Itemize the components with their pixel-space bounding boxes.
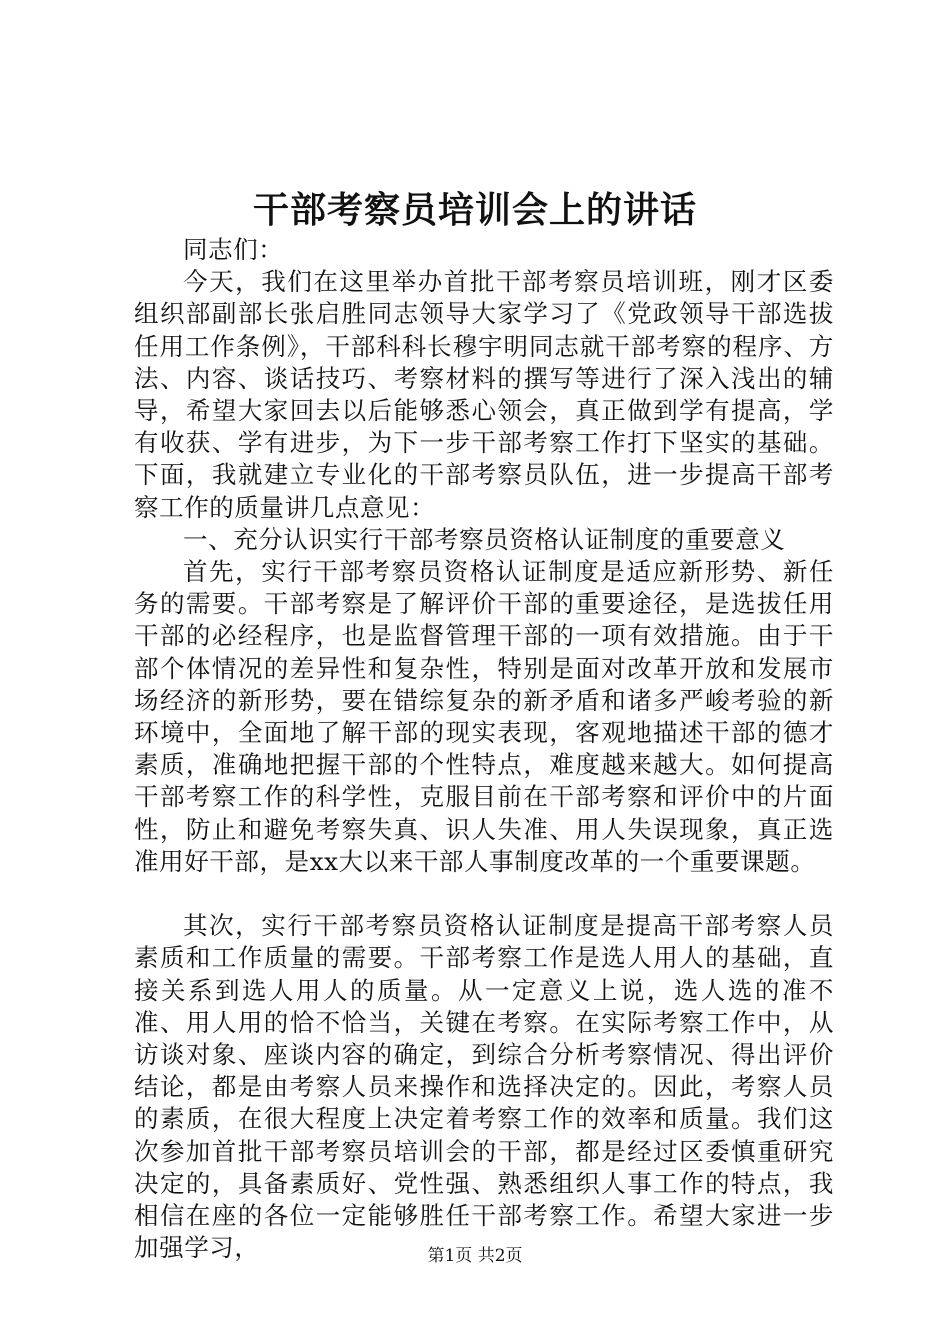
blank-line bbox=[134, 878, 834, 910]
page-number-footer: 第1页 共2页 bbox=[427, 1246, 523, 1266]
paragraph-first-point: 首先，实行干部考察员资格认证制度是适应新形势、新任务的需要。干部考察是了解评价干部的重要途径，是选拔任用干部的必经程序，也是监督管理干部的一项有效措施。由于干部个体情况的差异性和复杂性，特别是面对改革开放和发展市场经济的新形势，要在错综复杂的新矛盾和诸多严峻考验的新环境中，全面地了解干部的现实表现，客观地描述干部的德才素质，准确地把握干部的个性特点，难度越来越大。如何提高干部考察工作的科学性，克服目前在干部考察和评价中的片面性，防止和避免考察失真、识人失准、用人失误现象，真正选准用好干部，是xx大以来干部人事制度改革的一个重要课题。 bbox=[134, 557, 834, 876]
salutation-paragraph: 同志们： bbox=[183, 235, 284, 264]
intro-paragraph: 今天，我们在这里举办首批干部考察员培训班，刚才区委组织部副部长张启胜同志领导大家学习了《党政领导干部选拔任用工作条例》，干部科科长穆宇明同志就干部考察的程序、方法、内容、谈话技巧、考察材料的撰写等进行了深入浅出的辅导，希望大家回去以后能够悉心领会，真正做到学有提高，学有收获、学有进步，为下一步干部考察工作打下坚实的基础。下面，我就建立专业化的干部考察员队伍，进一步提高干部考察工作的质量讲几点意见： bbox=[134, 267, 834, 522]
document-body bbox=[134, 234, 834, 1264]
section-heading-1: 一、充分认识实行干部考察员资格认证制度的重要意义 bbox=[183, 524, 786, 554]
document-title: 干部考察员培训会上的讲话 bbox=[252, 189, 697, 231]
paragraph-second-point: 其次，实行干部考察员资格认证制度是提高干部考察人员素质和工作质量的需要。干部考察工作是选人用人的基础，直接关系到选人用人的质量。从一定意义上说，选人选的准不准、用人用的恰不恰当，关键在考察。在实际考察工作中，从访谈对象、座谈内容的确定，到综合分析考察情况、得出评价结论，都是由考察人员来操作和选择决定的。因此，考察人员的素质，在很大程度上决定着考察工作的效率和质量。我们这次参加首批干部考察员培训会的干部，都是经过区委慎重研究决定的，具备素质好、党性强、熟悉组织人事工作的特点，我相信在座的各位一定能够胜任干部考察工作。希望大家进一步加强学习， bbox=[134, 911, 834, 1263]
